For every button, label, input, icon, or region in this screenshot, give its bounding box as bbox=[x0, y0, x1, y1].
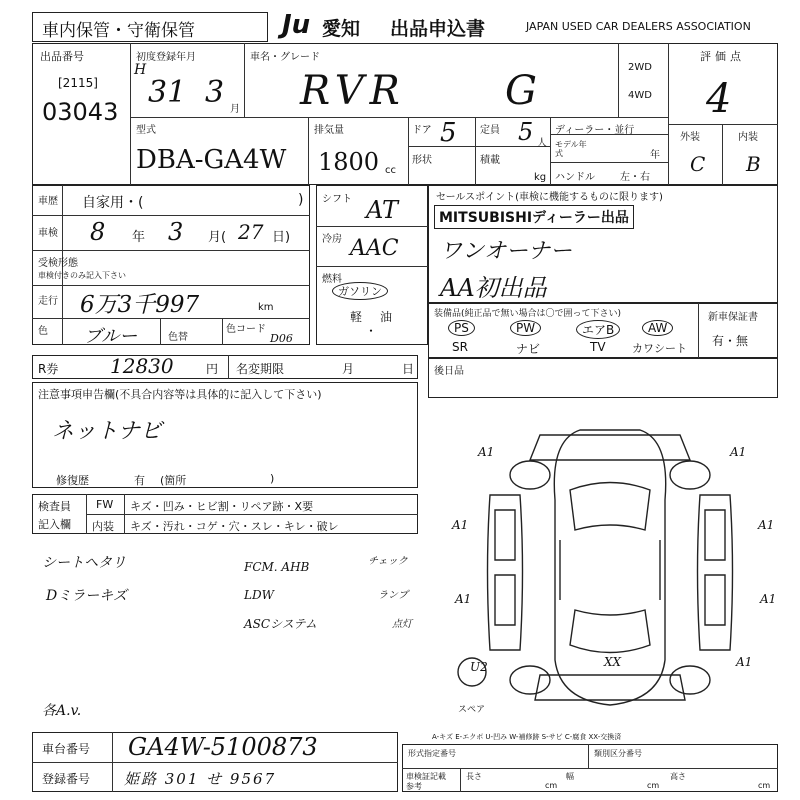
comment-mid2: LDW bbox=[244, 588, 274, 602]
int-label: 内装 bbox=[738, 132, 758, 143]
cert-label: 車検証記載 bbox=[406, 772, 446, 781]
comment-bottom: 各A.v. bbox=[42, 703, 82, 719]
damage-mark: A1 bbox=[758, 518, 775, 532]
first-reg-month: 3 bbox=[205, 75, 225, 110]
car-name: RVR bbox=[300, 68, 406, 114]
damage-mark: A1 bbox=[730, 445, 747, 459]
ext-value: C bbox=[690, 152, 706, 176]
sales-point-label: セールスポイント(車検に機能するものに限ります) bbox=[436, 192, 663, 203]
inspection-year: 8 bbox=[90, 218, 106, 246]
fuel-oil: 油 bbox=[380, 310, 393, 324]
shift-label: シフト bbox=[322, 194, 352, 205]
model-year-unit: 年 bbox=[650, 150, 660, 161]
registration-label: 登録番号 bbox=[42, 772, 91, 786]
load-label: 積載 bbox=[480, 155, 500, 166]
int-value: B bbox=[746, 152, 761, 176]
first-reg-year: 31 bbox=[148, 75, 187, 110]
equip-pw: PW bbox=[510, 320, 541, 336]
capacity-unit: 人 bbox=[537, 138, 547, 149]
car-name-label: 車名・グレード bbox=[250, 52, 320, 63]
sales-point-stamp: MITSUBISHIディーラー出品 bbox=[434, 205, 634, 229]
drive-2wd: 2WD bbox=[628, 62, 652, 73]
warranty-label: 新車保証書 bbox=[708, 312, 758, 323]
color-code-value: D06 bbox=[270, 332, 293, 345]
displacement-value: 1800 bbox=[318, 148, 380, 176]
length-label: 長さ bbox=[466, 772, 482, 781]
width-label: 幅 bbox=[566, 772, 574, 781]
equip-sr: SR bbox=[452, 340, 468, 354]
damage-mark: A1 bbox=[452, 518, 469, 532]
fuel-light: 軽 bbox=[350, 310, 363, 324]
dealer-label: ディーラー・並行 bbox=[555, 125, 635, 136]
history-label: 車歴 bbox=[38, 196, 58, 207]
spare-label: スペア bbox=[458, 705, 486, 715]
cooling-label: 冷房 bbox=[322, 234, 342, 245]
sales-point-line2: AA初出品 bbox=[440, 274, 547, 302]
notes-label: 注意事項申告欄(不具合内容等は具体的に記入して下さい) bbox=[38, 388, 322, 401]
warranty-opts: 有・無 bbox=[712, 334, 749, 348]
lot-sub: [2115] bbox=[58, 76, 98, 90]
recycle-unit: 円 bbox=[206, 362, 219, 376]
equip-seat: カワシート bbox=[632, 342, 687, 355]
designation-label: 形式指定番号 bbox=[408, 749, 456, 758]
repair-label: 修復歴 bbox=[56, 474, 89, 487]
mileage-label: 走行 bbox=[38, 296, 58, 307]
height-label: 高さ bbox=[670, 772, 686, 781]
form-title: 出品申込書 bbox=[390, 18, 486, 40]
car-grade: G bbox=[505, 68, 537, 114]
comment-left2: Dミラーキズ bbox=[46, 588, 127, 604]
damage-mark: A1 bbox=[455, 592, 472, 606]
recycle-label: R券 bbox=[38, 362, 59, 376]
recycle-section bbox=[32, 355, 418, 379]
ext-label: 外装 bbox=[680, 132, 700, 143]
capacity-label: 定員 bbox=[480, 125, 500, 136]
association-name: 愛知 bbox=[322, 18, 361, 40]
equip-aw: AW bbox=[642, 320, 673, 336]
inspector-label1: 検査員 bbox=[38, 500, 71, 513]
color-change-label: 色替 bbox=[168, 332, 188, 343]
comment-mid3: ASCシステム bbox=[244, 617, 317, 631]
fuel-label: 燃料 bbox=[322, 274, 342, 285]
inspection-day-unit: 日) bbox=[272, 230, 291, 245]
shape-label: 形状 bbox=[412, 155, 432, 166]
category-label: 類別区分番号 bbox=[594, 749, 642, 758]
inspector-fw-text: キズ・凹み・ヒビ割・リペア跡・X要 bbox=[130, 500, 314, 513]
model-label: 型式 bbox=[136, 125, 156, 136]
equip-navi: ナビ bbox=[516, 342, 541, 356]
color-value: ブルー bbox=[84, 326, 138, 347]
name-change-day: 日 bbox=[402, 362, 415, 376]
mileage-unit: km bbox=[258, 302, 274, 313]
ju-logo: Ju bbox=[282, 10, 311, 40]
equip-tv: TV bbox=[590, 340, 606, 354]
width-unit: cm bbox=[647, 781, 660, 790]
comment-right1: チェック bbox=[368, 556, 408, 567]
lot-number: 03043 bbox=[42, 98, 119, 126]
repair-value: 有 bbox=[134, 474, 145, 487]
first-reg-label: 初度登録年月 bbox=[136, 52, 196, 63]
mileage-value: 6万3千997 bbox=[80, 292, 200, 318]
score-value: 4 bbox=[706, 76, 732, 122]
chassis-value: GA4W-5100873 bbox=[128, 733, 318, 761]
doors-value: 5 bbox=[440, 118, 457, 148]
doors-label: ドア bbox=[412, 125, 432, 136]
drive-4wd: 4WD bbox=[628, 90, 652, 101]
acceptance-label: 受検形態 bbox=[38, 258, 78, 269]
shift-value: AT bbox=[366, 196, 399, 224]
damage-mark: A1 bbox=[760, 592, 777, 606]
color-label: 色 bbox=[38, 326, 48, 337]
sales-point-line1: ワンオーナー bbox=[440, 239, 573, 264]
recycle-value: 12830 bbox=[110, 354, 174, 378]
score-label: 評価点 bbox=[700, 50, 745, 63]
damage-mark: XX bbox=[604, 655, 622, 669]
displacement-unit: cc bbox=[385, 165, 396, 176]
capacity-value: 5 bbox=[518, 118, 534, 146]
inspection-month-unit: 月( bbox=[208, 230, 227, 245]
displacement-label: 排気量 bbox=[314, 125, 344, 136]
rear-label: 後日品 bbox=[434, 366, 464, 377]
fuel-gas: ガソリン bbox=[332, 282, 388, 300]
load-unit: kg bbox=[534, 172, 547, 183]
handle-opts: 左・右 bbox=[620, 172, 650, 183]
name-change-label: 名変期限 bbox=[236, 362, 285, 376]
chassis-label: 車台番号 bbox=[42, 742, 91, 756]
comment-left1: シートヘタリ bbox=[42, 555, 126, 571]
height-unit: cm bbox=[758, 781, 771, 790]
acceptance-sub: 車検付きのみ記入下さい bbox=[38, 271, 126, 280]
lot-label: 出品番号 bbox=[40, 50, 84, 63]
diagram-legend: A-キズ E-エクボ U-凹み W-補修跡 S-サビ C-腐食 XX-交換済 bbox=[432, 733, 622, 741]
equip-airbag: エアB bbox=[576, 320, 620, 339]
storage-label: 車内保管・守衛保管 bbox=[42, 21, 195, 41]
length-unit: cm bbox=[545, 781, 558, 790]
handle-label: ハンドル bbox=[555, 172, 595, 183]
comment-right3: 点灯 bbox=[392, 619, 412, 630]
inspection-day: 27 bbox=[238, 220, 264, 244]
history-value: 自家用・( bbox=[82, 195, 144, 211]
inspector-int-label: 内装 bbox=[92, 520, 114, 533]
name-change-month: 月 bbox=[342, 362, 355, 376]
model-value: DBA-GA4W bbox=[136, 145, 287, 175]
inspector-fw-label: FW bbox=[96, 498, 114, 511]
damage-mark: A1 bbox=[736, 655, 753, 669]
inspection-label: 車検 bbox=[38, 228, 58, 239]
association-en: JAPAN USED CAR DEALERS ASSOCIATION bbox=[526, 20, 751, 33]
first-reg-era: H bbox=[134, 62, 147, 78]
equipment-label: 装備品(純正品で無い場合は〇で囲って下さい) bbox=[434, 309, 622, 319]
damage-mark: U2 bbox=[470, 660, 488, 674]
registration-value: 姫路 301 せ 9567 bbox=[124, 770, 277, 788]
equip-ps: PS bbox=[448, 320, 475, 336]
comment-right2: ランプ bbox=[378, 590, 408, 601]
inspection-year-unit: 年 bbox=[132, 230, 146, 245]
inspection-month: 3 bbox=[168, 218, 184, 246]
damage-mark: A1 bbox=[478, 445, 495, 459]
rear-section bbox=[428, 358, 778, 398]
repair-loc: (箇所 bbox=[160, 474, 187, 487]
model-year-label: モデル年式 bbox=[555, 140, 587, 158]
cooling-value: AAC bbox=[350, 236, 399, 261]
inspector-label2: 記入欄 bbox=[38, 518, 71, 531]
first-reg-month-unit: 月 bbox=[230, 104, 240, 115]
inspector-int-text: キズ・汚れ・コゲ・穴・スレ・キレ・破レ bbox=[130, 520, 339, 533]
ref-label: 参考 bbox=[406, 782, 422, 791]
color-code-label: 色コード bbox=[226, 324, 266, 335]
notes-handwritten: ネットナビ bbox=[52, 419, 163, 444]
comment-mid1: FCM. AHB bbox=[244, 560, 310, 574]
